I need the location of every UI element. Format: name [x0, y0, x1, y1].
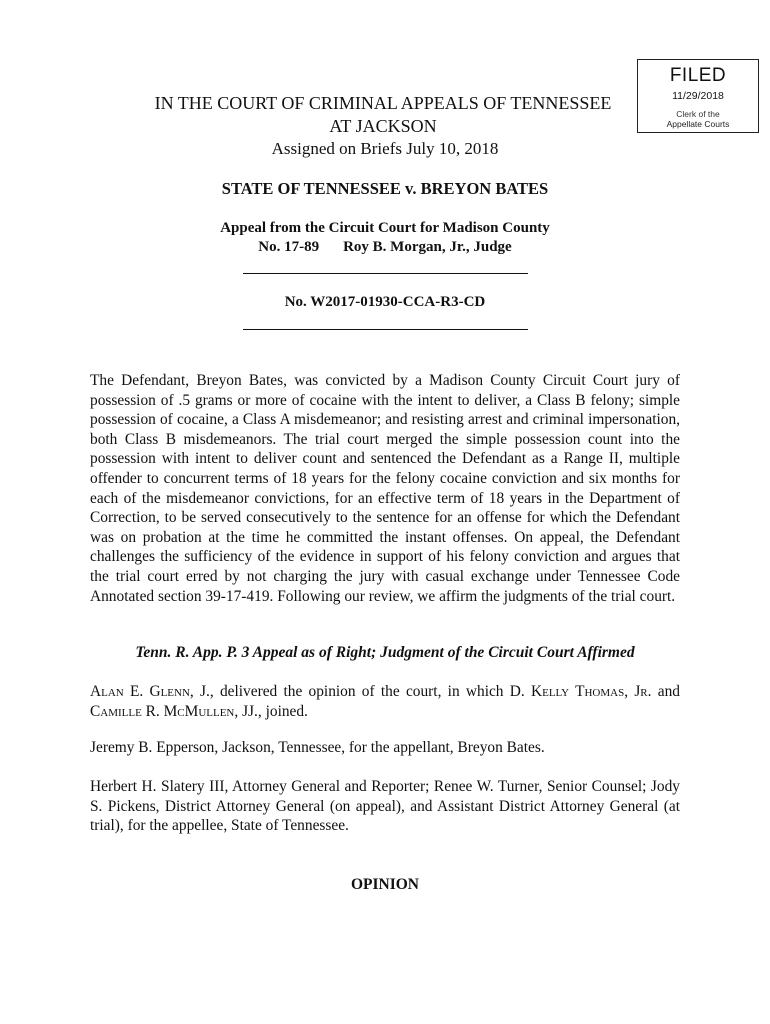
trial-judge: Roy B. Morgan, Jr., Judge [343, 239, 512, 255]
appellant-counsel: Jeremy B. Epperson, Jackson, Tennessee, for the appellant, Breyon Bates. [90, 739, 545, 756]
joined-suffix: , JJ., joined. [234, 702, 308, 720]
clerk-line-2: Appellate Courts [666, 119, 730, 129]
filed-label: FILED [669, 65, 727, 86]
appellee-counsel: Herbert H. Slatery III, Attorney General and Reporter; Renee W. Turner, Senior Counsel; Jody S. Pickens, District Attorney General (on appeal), and Assistant District Attorney General (at trial), for the appellee, State of Tennessee. [90, 778, 680, 835]
trial-case-number: No. 17-89 [258, 239, 320, 255]
clerk-line-1: Clerk of the [676, 109, 720, 119]
disposition: Tenn. R. App. P. 3 Appeal as of Right; Judgment of the Circuit Court Affirmed [135, 644, 635, 661]
author-suffix: , J., delivered the opinion of the court, in which [189, 683, 504, 700]
divider-bottom [243, 329, 528, 330]
filed-date: 11/29/2018 [672, 90, 724, 102]
case-summary: The Defendant, Breyon Bates, was convicted by a Madison County Circuit Court jury of possession of .5 grams or more of cocaine with the intent to deliver, a Class B felony; simple possession of cocaine, a Class A misdemeanor; and resisting arrest and criminal impersonation, both Class B misdemeanors. The trial court merged the simple possession count into the possession with intent to deliver count and sentenced the Defendant as a Range II, multiple offender to concurrent terms of 18 years for the felony cocaine conviction and six months for each of the misdemeanor convictions, for an effective term of 18 years in the Department of Correction, to be served consecutively to the sentence for an offense for which the Defendant was on probation at the time he committed the instant offenses. On appeal, the Defendant challenges the sufficiency of the evidence in support of his felony conviction and argues that the trial court erred by not charging the jury with casual exchange under Tennessee Code Annotated section 39-17-419. Following our review, we affirm the judgments of the trial court. [90, 372, 680, 605]
court-name: IN THE COURT OF CRIMINAL APPEALS OF TENNESSEE [154, 93, 612, 113]
docket-number: No. W2017-01930-CCA-R3-CD [284, 294, 486, 310]
appeal-case-line [0, 239, 770, 256]
joining-judge-1: D. Kelly Thomas, Jr. [509, 683, 652, 700]
case-caption: STATE OF TENNESSEE v. BREYON BATES [221, 179, 549, 198]
joining-judge-2: Camille R. McMullen [90, 702, 235, 720]
joiner-and: and [657, 683, 680, 700]
opinion-heading: OPINION [350, 876, 420, 893]
court-location: AT JACKSON [329, 116, 437, 136]
appeal-source: Appeal from the Circuit Court for Madison County [220, 220, 550, 236]
judges-statement [90, 682, 680, 721]
authoring-judge: Alan E. Glenn [90, 683, 190, 700]
assigned-date: Assigned on Briefs July 10, 2018 [271, 139, 499, 158]
divider-top [243, 273, 528, 274]
